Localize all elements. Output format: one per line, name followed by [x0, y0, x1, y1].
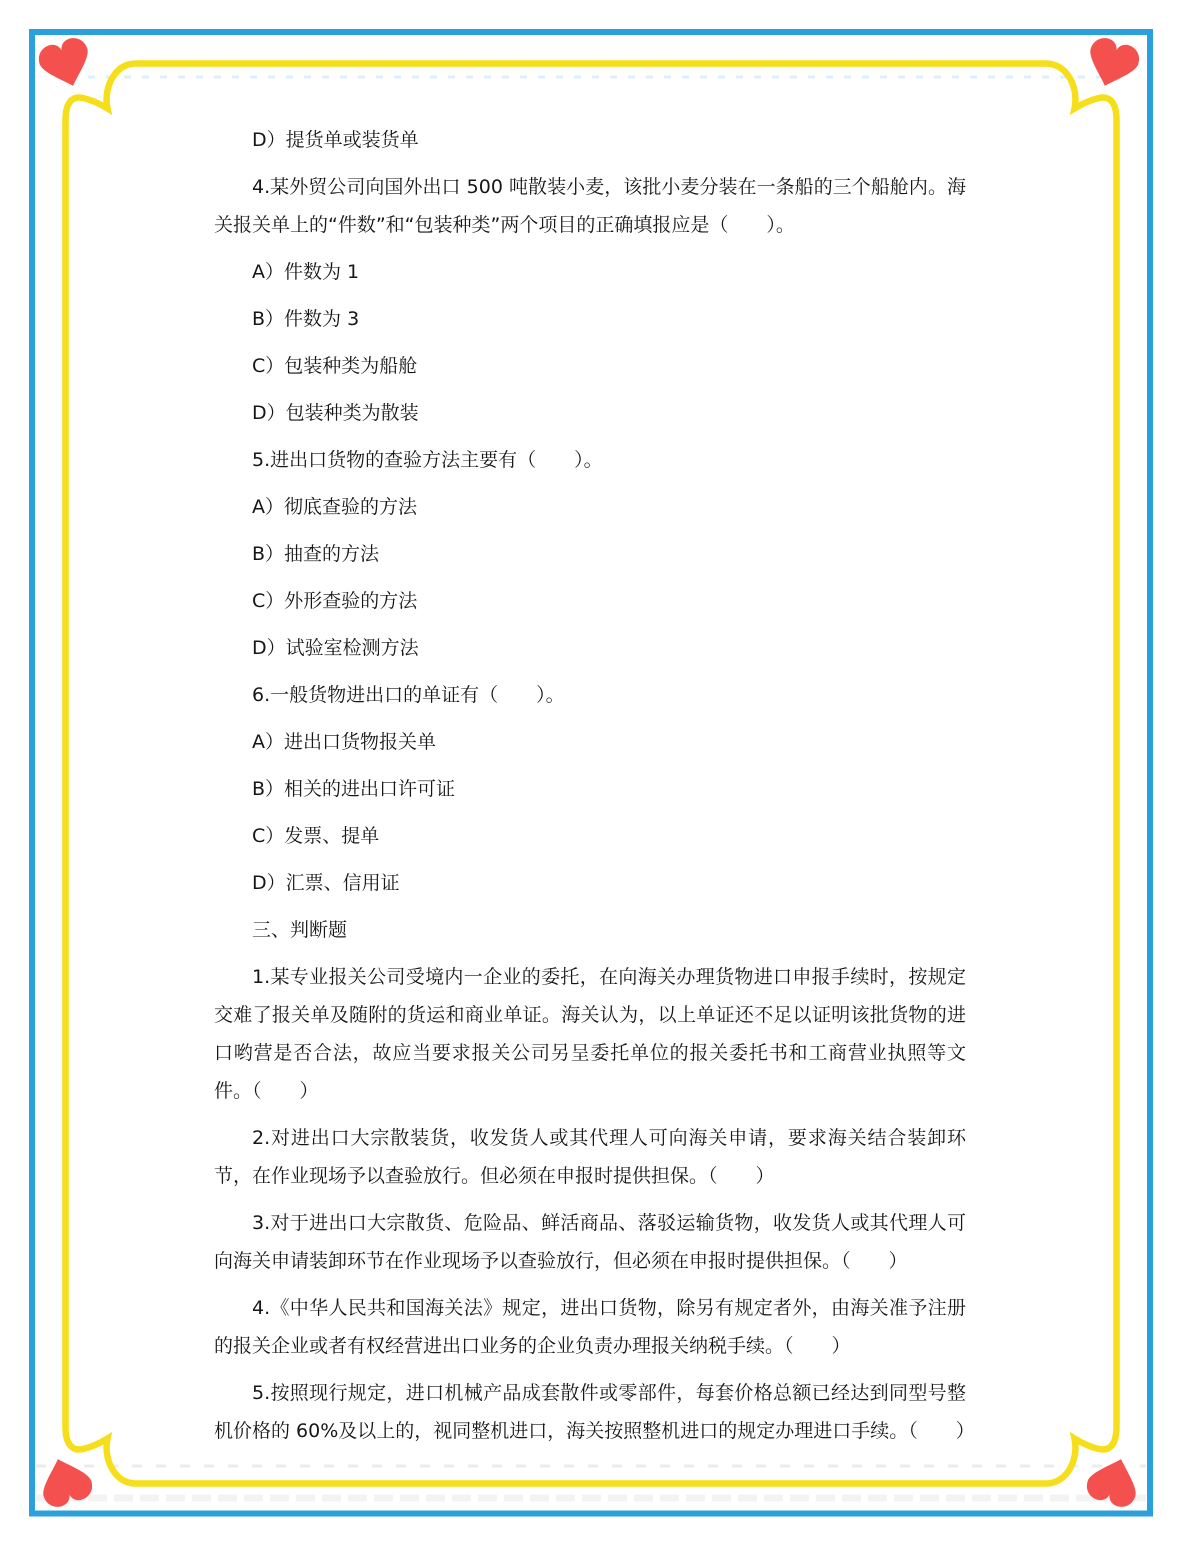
judgment-question: 1.某专业报关公司受境内一企业的委托，在向海关办理货物进口申报手续时，按规定交难了报关单及随附的货运和商业单证。海关认为，以上单证还不足以证明该批货物的进口哟营是否合法，故应当要求报关公司另呈委托单位的报关委托书和工商营业执照等文件。（ ）	[214, 966, 966, 1102]
option-line: D）包装种类为散装	[252, 402, 419, 424]
question-stem: 6.一般货物进出口的单证有（ ）。	[252, 684, 565, 706]
section-heading: 三、判断题	[252, 919, 348, 941]
question-stem: 5.进出口货物的查验方法主要有（ ）。	[252, 449, 603, 471]
judgment-question: 4.《中华人民共和国海关法》规定，进出口货物，除另有规定者外，由海关准予注册的报关企业或者有权经营进出口业务的企业负责办理报关纳税手续。（ ）	[214, 1297, 966, 1357]
option-line: C）发票、提单	[252, 825, 380, 847]
option-line: A）进出口货物报关单	[252, 731, 436, 753]
option-line: B）抽查的方法	[252, 543, 380, 565]
judgment-question: 2.对进出口大宗散装货，收发货人或其代理人可向海关申请，要求海关结合装卸环节，在作业现场予以查验放行。但必须在申报时提供担保。（ ）	[214, 1127, 966, 1187]
option-line: B）件数为 3	[252, 308, 360, 330]
option-line: C）外形查验的方法	[252, 590, 418, 612]
option-line: D）试验室检测方法	[252, 637, 419, 659]
option-line: A）件数为 1	[252, 261, 360, 283]
option-line: D）提货单或装货单	[252, 129, 419, 151]
judgment-question: 5.按照现行规定，进口机械产品成套散件或零部件，每套价格总额已经达到同型号整机价格的 60%及以上的，视同整机进口，海关按照整机进口的规定办理进口手续。（ ）	[214, 1382, 975, 1442]
heart-icon	[34, 1451, 96, 1510]
option-line: B）相关的进出口许可证	[252, 778, 456, 800]
judgment-question: 3.对于进出口大宗散货、危险品、鲜活商品、落驳运输货物，收发货人或其代理人可向海关申请装卸环节在作业现场予以查验放行，但必须在申报时提供担保。（ ）	[214, 1212, 966, 1272]
option-line: C）包装种类为船舱	[252, 355, 418, 377]
question-text-area	[214, 121, 975, 1459]
question-stem: 4.某外贸公司向国外出口 500 吨散装小麦，该批小麦分装在一条船的三个船舱内。海关报关单上的“件数”和“包装种类”两个项目的正确填报应是（ ）。	[214, 176, 966, 236]
option-line: D）汇票、信用证	[252, 872, 400, 894]
heart-icon	[1083, 1451, 1145, 1510]
heart-icon	[35, 34, 97, 93]
option-line: A）彻底查验的方法	[252, 496, 417, 518]
heart-icon	[1081, 34, 1143, 93]
